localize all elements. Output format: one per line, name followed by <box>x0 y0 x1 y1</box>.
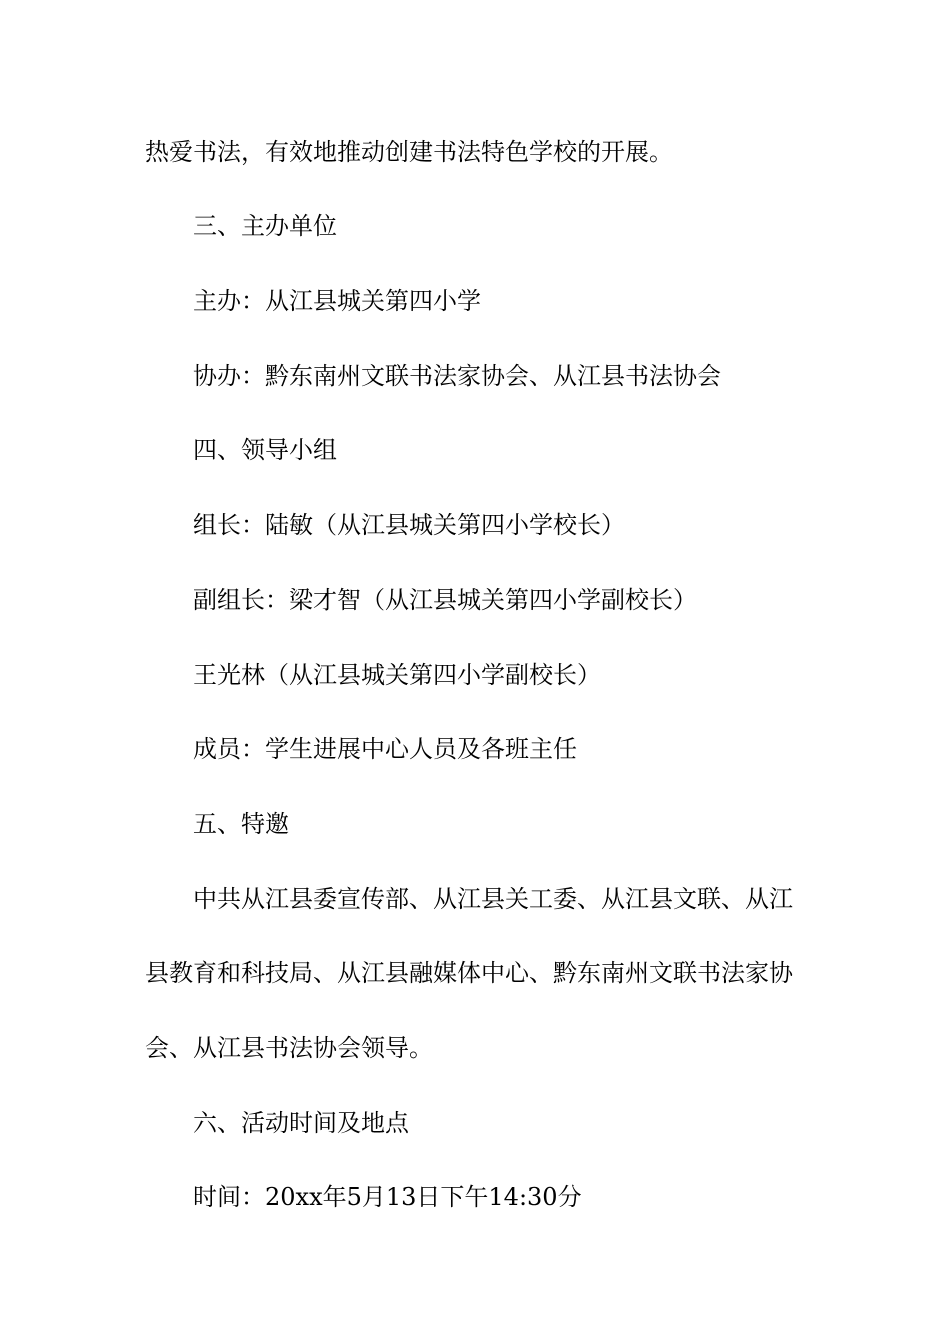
section-heading-invited: 五、特邀 <box>193 810 289 838</box>
deputy-leader-line: 副组长：梁才智（从江县城关第四小学副校长） <box>193 586 697 614</box>
co-organizer-line: 协办：黔东南州文联书法家协会、从江县书法协会 <box>193 362 721 390</box>
leader-line: 组长：陆敏（从江县城关第四小学校长） <box>193 511 625 539</box>
organizer-line: 主办：从江县城关第四小学 <box>193 287 481 315</box>
invited-paragraph-line-2: 县教育和科技局、从江县融媒体中心、黔东南州文联书法家协 <box>145 959 793 987</box>
paragraph-line-continuation: 热爱书法，有效地推动创建书法特色学校的开展。 <box>145 138 673 166</box>
invited-paragraph-line-1: 中共从江县委宣传部、从江县关工委、从江县文联、从江 <box>193 885 793 913</box>
section-heading-organizers: 三、主办单位 <box>193 212 337 240</box>
members-line: 成员：学生进展中心人员及各班主任 <box>193 735 577 763</box>
invited-paragraph-line-3: 会、从江县书法协会领导。 <box>145 1034 433 1062</box>
deputy-leader-line-2: 王光林（从江县城关第四小学副校长） <box>193 661 601 689</box>
time-line: 时间：20xx年5月13日下午14:30分 <box>193 1183 582 1211</box>
section-heading-leadership: 四、领导小组 <box>193 436 337 464</box>
section-heading-time-location: 六、活动时间及地点 <box>193 1109 409 1137</box>
